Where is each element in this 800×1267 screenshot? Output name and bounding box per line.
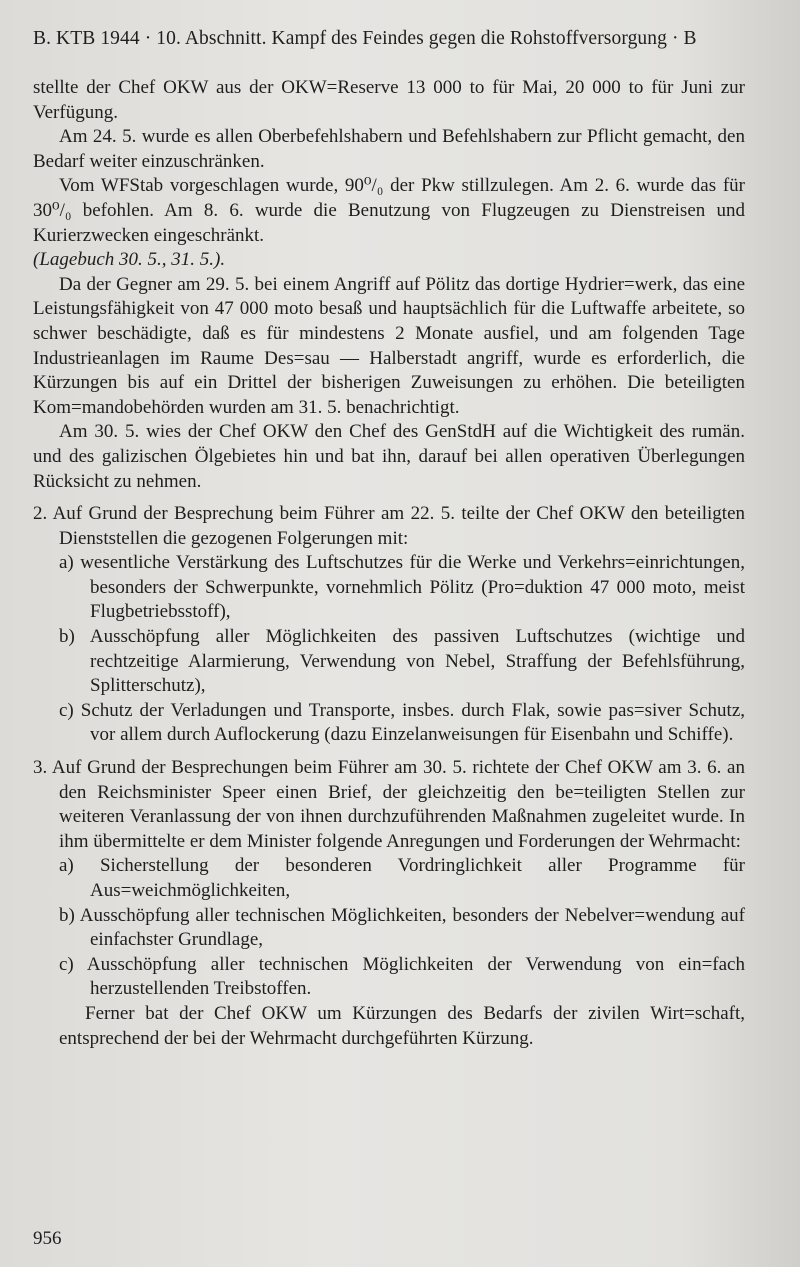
sub-text: Ausschöpfung aller Möglichkeiten des passiven Luftschutzes (wichtige und rechtzeitige Alarmierung, Verwendung von Nebel, Straffung der Befehlsführung, Splitterschutz), bbox=[89, 626, 746, 697]
numbered-item-3 bbox=[33, 756, 745, 854]
item-text: Auf Grund der Besprechung beim Führer am 22. 5. teilte der Chef OKW den beteiligten Dienststellen die gezogenen Folgerungen mit: bbox=[52, 503, 745, 549]
source-reference: (Lagebuch 30. 5., 31. 5.). bbox=[33, 249, 226, 271]
paragraph: Vom WFStab vorgeschlagen wurde, 90⁰/₀ der Pkw stillzulegen. Am 2. 6. wurde das für 30⁰/₀ befohlen. Am 8. 6. wurde die Benutzung von Flugzeugen zu Dienstreisen und Kurierzwecken eingeschränkt. bbox=[33, 175, 745, 246]
sub-label: c) bbox=[59, 699, 74, 721]
sub-label: b) bbox=[59, 626, 75, 648]
sub-label: c) bbox=[59, 953, 74, 975]
sub-text: Sicherstellung der besonderen Vordringlichkeit aller Programme für Aus=weichmöglichkeiten, bbox=[90, 855, 745, 901]
page-number: 956 bbox=[33, 1228, 62, 1249]
sub-text: wesentliche Verstärkung des Luftschutzes für die Werke und Verkehrs=einrichtungen, besonders der Schwerpunkte, vornehmlich Pölitz (Pro=duktion 47 000 moto, meist Flugbetriebsstoff), bbox=[80, 552, 745, 623]
sub-text: Ausschöpfung aller technischen Möglichkeiten, besonders der Nebelver=wendung auf einfachster Grundlage, bbox=[79, 904, 746, 951]
paragraph: Am 30. 5. wies der Chef OKW den Chef des GenStdH auf die Wichtigkeit des rumän. und des galizischen Ölgebietes hin und bat ihn, darauf bei allen operativen Überlegungen Rücksicht zu nehmen. bbox=[33, 421, 745, 492]
item-label: 2. bbox=[33, 503, 48, 525]
paragraph: Da der Gegner am 29. 5. bei einem Angriff auf Pölitz das dortige Hydrier=werk, das eine Leistungsfähigkeit von 47 000 moto besaß und hauptsächlich für die Luftwaffe arbeitete, so schwer beschädigte, daß es für mindestens 2 Monate ausfiel, und am folgenden Tage Industrieanlagen im Raume Des=sau — Halberstadt angriff, wurde es erforderlich, die Kürzungen bis auf ein Drittel der bisherigen Zuweisungen zu erhöhen. Die beteiligten Kom=mandobehörden wurden am 31. 5. benachrichtigt. bbox=[33, 273, 745, 418]
sub-item-a bbox=[33, 551, 745, 625]
paragraph-continuation: stellte der Chef OKW aus der OKW=Reserve 13 000 to für Mai, 20 000 to für Juni zur Verfügung. bbox=[33, 77, 745, 123]
item-text: Auf Grund der Besprechungen beim Führer am 30. 5. richtete der Chef OKW am 3. 6. an den Reichsminister Speer einen Brief, der gleichzeitig den be=teiligten Stellen zur weiteren Veranlassung der von ihnen durchzuführenden Maßnahmen zugeleitet wurde. In ihm übermittelte er dem Minister folgende Anregungen und Forderungen der Wehrmacht: bbox=[51, 757, 745, 852]
sub-item-a bbox=[33, 854, 745, 903]
sub-text: Ausschöpfung aller technischen Möglichkeiten der Verwendung von ein=fach herzustellenden Treibstoffen. bbox=[86, 953, 745, 1000]
sub-label: a) bbox=[59, 552, 74, 574]
sub-text: Schutz der Verladungen und Transporte, insbes. durch Flak, sowie pas=siver Schutz, vor allem durch Auflockerung (dazu Einzelanweisungen für Eisenbahn und Schiffe). bbox=[80, 699, 746, 746]
sub-label: b) bbox=[59, 904, 75, 926]
paragraph: Am 24. 5. wurde es allen Oberbefehlshabern und Befehlshabern zur Pflicht gemacht, den Bedarf weiter einzuschränken. bbox=[33, 126, 745, 172]
running-header: B. KTB 1944 · 10. Abschnitt. Kampf des Feindes gegen die Rohstoffversorgung · B bbox=[33, 28, 697, 49]
numbered-item-2 bbox=[33, 502, 745, 551]
sub-item-c bbox=[33, 953, 745, 1002]
sub-item-b bbox=[33, 625, 745, 699]
sub-label: a) bbox=[59, 855, 74, 877]
sub-item-c bbox=[33, 699, 745, 748]
item-label: 3. bbox=[33, 757, 48, 779]
sub-item-b bbox=[33, 904, 745, 953]
page-body bbox=[33, 76, 745, 1051]
closing-paragraph: Ferner bat der Chef OKW um Kürzungen des Bedarfs der zivilen Wirt=schaft, entsprechend der bei der Wehrmacht durchgeführten Kürzung. bbox=[59, 1002, 745, 1049]
